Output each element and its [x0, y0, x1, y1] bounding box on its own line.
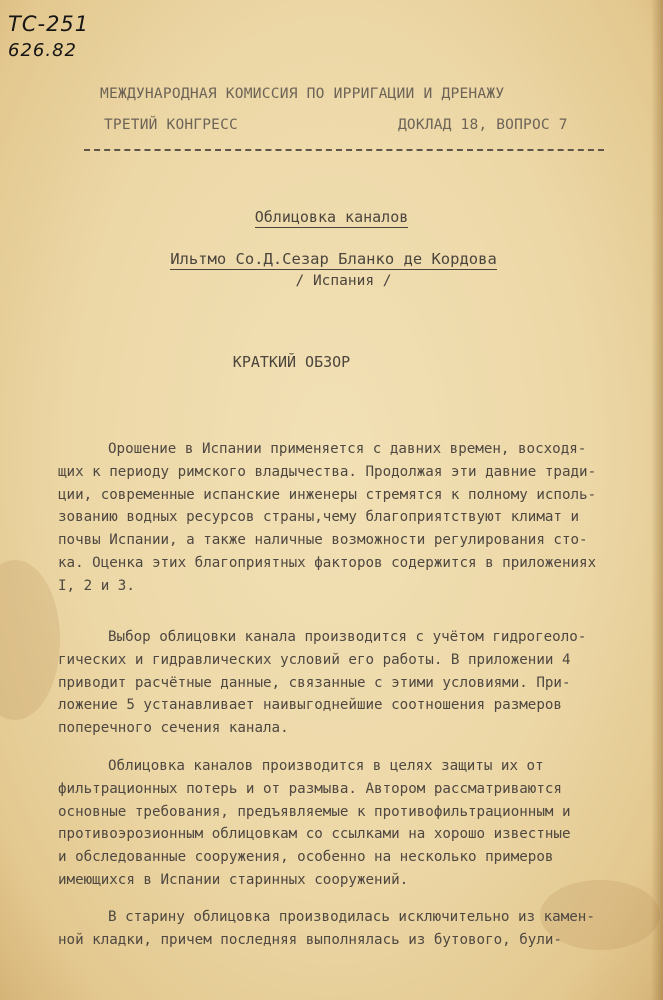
author-country: / Испания / [295, 273, 392, 289]
text-line: и обследованные сооружения, особенно на несколько примеров [58, 849, 554, 866]
text-line: ложение 5 устанавливает наивыгоднейшие соотношения размеров [58, 697, 562, 714]
paragraph-4 [58, 906, 648, 952]
text-line: имеющихся в Испании старинных сооружений. [58, 871, 409, 888]
paragraph-1 [58, 438, 648, 598]
document-title-line [0, 208, 663, 226]
author-line [2, 250, 663, 268]
paper-stain [0, 560, 60, 720]
document-title: Облицовка каналов [254, 208, 409, 226]
archive-code: ТС-251 [8, 12, 90, 36]
text-line: ции, современные испанские инженеры стремятся к полному исполь- [58, 486, 597, 503]
paragraph-3 [58, 755, 648, 892]
text-line: ка. Оценка этих благоприятных факторов содержится в приложениях [58, 554, 597, 571]
paper-edge [651, 0, 663, 1000]
text-line: фильтрационных потерь и от размыва. Автором рассматриваются [58, 780, 562, 797]
text-line: В старину облицовка производилась исключительно из камен- [108, 909, 595, 925]
paragraph-2 [58, 626, 648, 740]
congress-label: ТРЕТИЙ КОНГРЕСС [104, 117, 238, 133]
section-heading: КРАТКИЙ ОБЗОР [232, 353, 351, 371]
text-line: I, 2 и 3. [58, 577, 135, 594]
text-line: почвы Испании, а также наличные возможности регулирования сто- [58, 532, 588, 549]
text-line: Орошение в Испании применяется с давних времен, восходя- [108, 441, 587, 457]
text-line: противоэрозионным облицовкам со ссылками на хорошо известные [58, 826, 571, 843]
archive-number: 626.82 [8, 40, 77, 61]
text-line: зованию водных ресурсов страны,чему благоприятствуют климат и [58, 509, 580, 526]
text-line: основные требования, предъявляемые к противофильтрационным и [58, 803, 571, 820]
text-line: ной кладки, причем последняя выполнялась из бутового, були- [58, 931, 562, 948]
header-divider [84, 149, 604, 151]
report-label: ДОКЛАД 18, ВОПРОС 7 [398, 117, 568, 133]
author-name: Ильтмо Со.Д.Сезар Бланко де Кордова [170, 250, 497, 268]
text-line: приводит расчётные данные, связанные с этими условиями. При- [58, 674, 571, 691]
text-line: Облицовка каналов производится в целях защиты их от [108, 758, 544, 774]
organization-header: МЕЖДУНАРОДНАЯ КОМИССИЯ ПО ИРРИГАЦИИ И ДРЕНАЖУ [100, 85, 505, 102]
text-line: гических и гидравлических условий его работы. В приложении 4 [58, 651, 571, 668]
text-line: поперечного сечения канала. [58, 720, 289, 737]
text-line: Выбор облицовки канала производится с учётом гидрогеоло- [108, 629, 587, 645]
text-line: щих к периоду римского владычества. Продолжая эти давние тради- [58, 463, 597, 480]
